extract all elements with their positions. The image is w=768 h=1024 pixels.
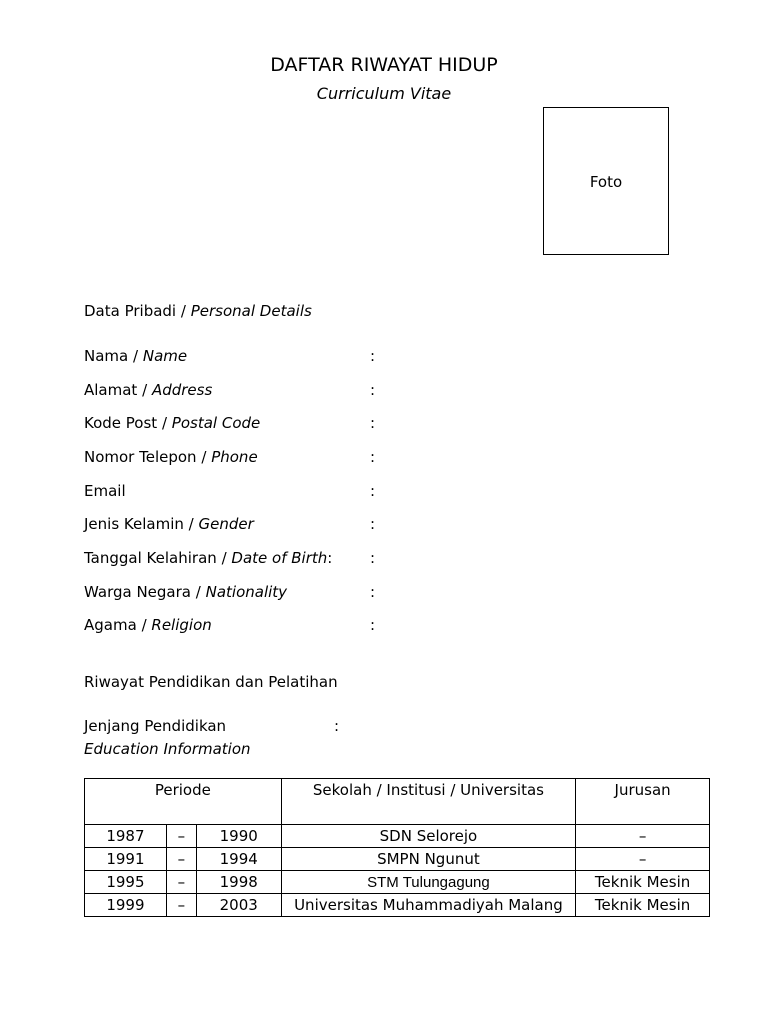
period-dash: – [166,871,196,894]
field-phone [84,448,258,466]
field-gender [84,515,254,533]
photo-placeholder [543,107,669,255]
field-separator: / [161,414,168,432]
field-name [84,347,187,365]
period-start: 1991 [85,848,167,871]
field-label: Warga Negara [84,583,191,601]
period-dash: – [166,848,196,871]
period-end: 2003 [196,894,281,917]
field-nationality [84,583,287,601]
field-separator: / [201,448,207,466]
education-level-colon: : [334,717,340,735]
field-inline-colon: : [327,549,333,567]
field-label: Email [84,482,126,500]
photo-label: Foto [589,173,623,191]
field-date-of-birth [84,549,332,567]
major: Teknik Mesin [576,871,710,894]
heading-separator: / [180,302,186,320]
period-end: 1994 [196,848,281,871]
field-separator: / [141,616,147,634]
field-postal-code [84,414,260,432]
field-name-colon: : [370,347,376,365]
table-row [85,825,710,848]
field-label: Agama [84,616,137,634]
field-phone-colon: : [370,448,376,466]
period-dash: – [166,894,196,917]
field-separator: / [195,583,201,601]
education-level-label: Jenjang Pendidikan [84,717,227,735]
field-label: Jenis Kelamin [84,515,184,533]
period-end: 1990 [196,825,281,848]
table-row [85,871,710,894]
field-address-colon: : [370,381,376,399]
field-separator: / [221,549,227,567]
document-title: DAFTAR RIWAYAT HIDUP [270,54,498,76]
period-start: 1987 [85,825,167,848]
personal-heading-id: Data Pribadi [84,302,177,320]
school-name: SDN Selorejo [281,825,576,848]
field-label: Alamat [84,381,138,399]
major: – [576,848,710,871]
field-label: Nama [84,347,129,365]
major: Teknik Mesin [576,894,710,917]
major: – [576,825,710,848]
table-row [85,848,710,871]
field-separator: / [188,515,194,533]
header-school: Sekolah / Institusi / Universitas [281,779,576,825]
field-nationality-colon: : [370,583,376,601]
field-label-en: Date of Birth [231,549,328,567]
field-label: Tanggal Kelahiran [84,549,217,567]
field-label: Nomor Telepon [84,448,197,466]
field-religion [84,616,212,634]
period-end: 1998 [196,871,281,894]
field-label-en: Gender [198,515,254,533]
header-major: Jurusan [576,779,710,825]
field-postal-code-colon: : [370,414,376,432]
period-dash: – [166,825,196,848]
field-email-colon: : [370,482,376,500]
field-separator: / [133,347,139,365]
school-name: Universitas Muhammadiyah Malang [281,894,576,917]
field-label-en: Name [142,347,188,365]
education-heading: Riwayat Pendidikan dan Pelatihan [84,673,338,691]
personal-heading-en: Personal Details [190,302,312,320]
document-subtitle: Curriculum Vitae [316,84,452,103]
field-religion-colon: : [370,616,376,634]
field-label-en: Postal Code [171,414,261,432]
period-start: 1995 [85,871,167,894]
education-level-label-en: Education Information [84,740,251,758]
field-label-en: Phone [211,448,258,466]
header-period: Periode [85,779,282,825]
school-name: STM Tulungagung [281,871,576,894]
field-label-en: Religion [151,616,212,634]
field-label: Kode Post [84,414,158,432]
field-email [84,482,126,500]
field-address [84,381,212,399]
education-table [84,778,710,917]
personal-details-heading [84,302,312,320]
field-label-en: Nationality [205,583,288,601]
field-separator: / [142,381,148,399]
period-start: 1999 [85,894,167,917]
table-row [85,894,710,917]
school-name: SMPN Ngunut [281,848,576,871]
table-header-row [85,779,710,825]
field-label-en: Address [151,381,213,399]
field-date-of-birth-colon: : [370,549,376,567]
field-gender-colon: : [370,515,376,533]
